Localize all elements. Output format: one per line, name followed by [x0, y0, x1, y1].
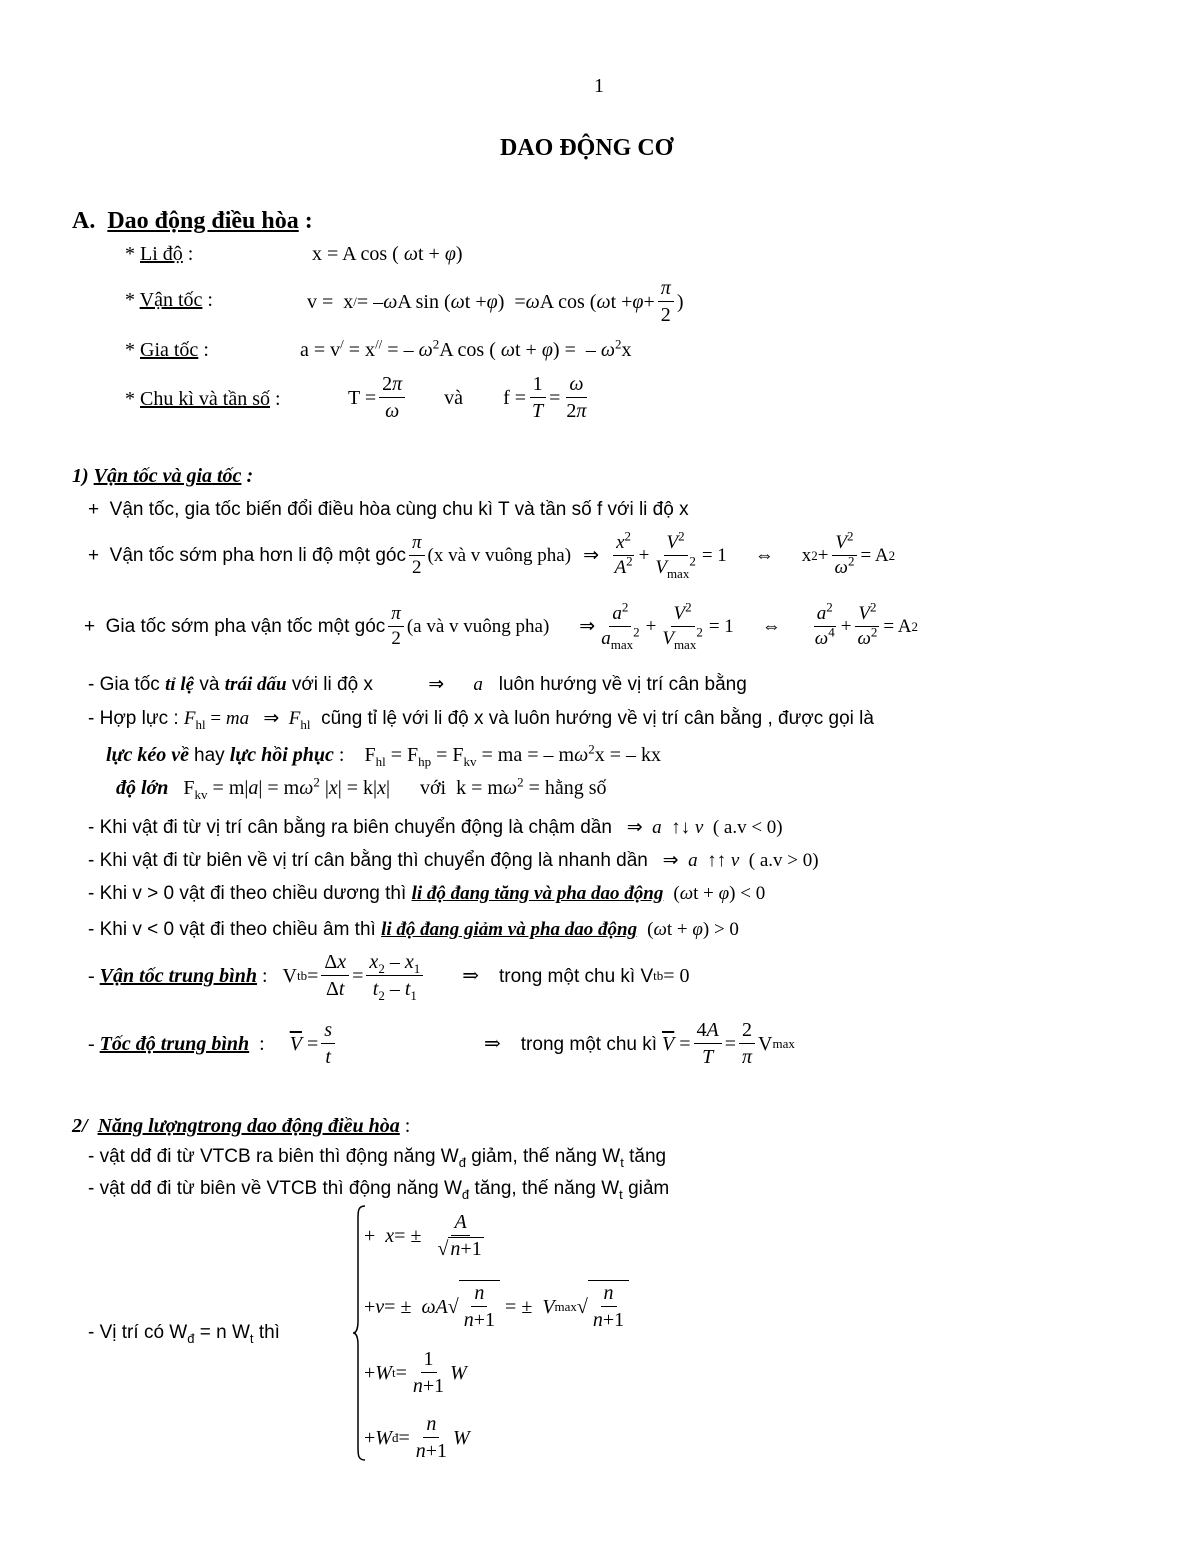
- p1-line9: - Khi vật đi từ biên về vị trí cân bằng thì chuyển động là nhanh dần ⇒ a ↑↑ v ( a.v > 0): [88, 850, 819, 871]
- van-toc-label: Vận tốc: [139, 289, 203, 311]
- p2-line1: - vật dđ đi từ VTCB ra biên thì động năng $W_đ$ giảm, thế năng $W_t$ tăng: [88, 1146, 667, 1170]
- p2-line3-a: Vị trí có W: [99, 1322, 188, 1343]
- p1-line4-f: luôn hướng về vị trí cân bằng: [498, 674, 747, 695]
- part1-title: Vận tốc và gia tốc: [93, 465, 242, 487]
- va-label: và: [444, 387, 464, 409]
- def-chu-ki: * Chu kì và tần số :: [125, 388, 281, 410]
- p1-line11-b: li độ đang giảm và pha dao động: [381, 919, 638, 940]
- p1-line5: - Hợp lực : $F_{hl}$ = ma ⇒ $F_{hl}$ cũng tỉ lệ với li độ x và luôn hướng về vị trí cân bằng , được gọi là: [88, 708, 874, 732]
- part2-heading: [72, 1116, 410, 1136]
- p1-line6-luc-hoi-phuc: lực hồi phục: [229, 744, 334, 766]
- gia-toc-label: Gia tốc: [140, 339, 199, 361]
- p1-line12-b: trong một chu kì V: [498, 965, 654, 987]
- p1-line2-text: Vận tốc sớm pha hơn li độ một góc: [109, 545, 407, 567]
- p1-line4-va: và: [199, 674, 220, 695]
- p1-line3: + Gia tốc sớm pha vận tốc một góc $\frac{\pi}{2}$ (a và v vuông pha) ⇒ $\frac{a^2}{a_{max}^2}$ + $\frac{V^2}{V_{max}^2}$ = 1 ⇔ $\frac{a^2}{\omega^4}$ + $\frac{V^2}{\omega^2}$ = A 2: [84, 599, 918, 652]
- p1-line5-a: Hợp lực :: [99, 708, 179, 729]
- part1-number: 1): [72, 465, 89, 487]
- p1-line4-e: với li độ x: [291, 674, 373, 695]
- p1-line8-text: Khi vật đi từ vị trí cân bằng ra biên chuyển động là chậm dần: [99, 817, 612, 838]
- p1-line13: - Tốc độ trung bình : $\overline{V}$ = $\frac{s}{t}$ ⇒ trong một chu kì $\overline{V}$ = $\frac{4A}{T}$ = $\frac{2}{\pi}$ V max: [88, 1019, 795, 1068]
- p2-line2-a: vật dđ đi từ biên về VTCB thì động năng W: [99, 1178, 462, 1199]
- def-van-toc: * Vận tốc :: [125, 289, 213, 311]
- p2-line1-c: tăng: [629, 1146, 667, 1167]
- p1-line12: - Vận tốc trung bình : V tb = $\frac{\Delta x}{\Delta t}$ = $\frac{x_2 - x_1}{t_2 - t_1}$ ⇒ trong một chu kì V tb = 0: [88, 951, 690, 1003]
- brace-item-wt: + W t = $\frac{1}{n+1}$ W: [364, 1348, 467, 1397]
- chu-ki-label: Chu kì và tần số: [140, 388, 270, 410]
- p1-line1-text: Vận tốc, gia tốc biến đổi điều hòa cùng chu kì T và tần số f với li độ x: [109, 499, 689, 520]
- p1-line7-voi: với: [419, 777, 447, 799]
- p1-line7-do-lon: độ lớn: [116, 777, 169, 799]
- p1-line6-luc-keo-ve: lực kéo về: [106, 744, 190, 766]
- page-title: DAO ĐỘNG CƠ: [500, 135, 674, 161]
- page-number: 1: [594, 75, 604, 97]
- p2-line2-b: tăng, thế năng W: [474, 1178, 620, 1199]
- part2-colon: :: [404, 1115, 411, 1137]
- part2-number: 2/: [72, 1115, 88, 1137]
- p1-line11: - Khi v < 0 vật đi theo chiều âm thì li độ đang giảm và pha dao động (ωt + φ) > 0: [88, 919, 739, 940]
- p1-line13-toc-do-tb: Tốc độ trung bình: [99, 1033, 250, 1055]
- section-a-heading: [72, 209, 313, 233]
- p1-line7: độ lớn $F_{kv} = m|a| = m\omega^2$ |x| = k|x| với $k = m\omega^2$ = hằng số: [116, 774, 607, 802]
- p1-line5-b: cũng tỉ lệ với li độ x và luôn hướng về vị trí cân bằng , được gọi là: [321, 708, 874, 729]
- p1-line4-a: Gia tốc: [99, 674, 160, 695]
- def-gia-toc: * Gia tốc :: [125, 339, 209, 361]
- p1-line7-hang-so: = hằng số: [528, 777, 607, 799]
- p1-line12-van-toc-tb: Vận tốc trung bình: [99, 965, 257, 987]
- brace-item-x: + x = ± $\frac{A}{√ n+1}$: [364, 1211, 482, 1260]
- p1-line8: - Khi vật đi từ vị trí cân bằng ra biên chuyển động là chậm dần ⇒ a ↑↓ v ( a.v < 0): [88, 817, 783, 838]
- p1-line3-text: Gia tốc sớm pha vận tốc một góc: [105, 616, 386, 638]
- p2-line3-c: thì: [258, 1322, 280, 1343]
- chu-ki-formula: T = $\frac{2\pi}{\omega}$ và f = $\frac{1}{T}$ = $\frac{\omega}{2\pi}$: [348, 373, 587, 422]
- p2-line3-b: = n W: [199, 1322, 250, 1343]
- section-a-letter: A.: [72, 208, 96, 234]
- li-do-label: Li độ: [140, 243, 183, 265]
- part1-heading: 1) Vận tốc và gia tốc :: [72, 465, 254, 487]
- section-a-colon: :: [304, 208, 313, 234]
- brace-item-wd: + W đ = $\frac{n}{n+1}$ W: [364, 1413, 470, 1462]
- p1-line1: + Vận tốc, gia tốc biến đổi điều hòa cùng chu kì T và tần số f với li độ x: [88, 499, 689, 520]
- p1-line4: - Gia tốc tỉ lệ và trái dấu với li độ x ⇒ a luôn hướng về vị trí cân bằng: [88, 674, 747, 695]
- p1-line10-b: li độ đang tăng và pha dao động: [411, 883, 664, 904]
- p1-line4-trai-dau: trái dấu: [224, 674, 287, 695]
- li-do-formula: x = A cos ( ωt + φ): [312, 243, 463, 265]
- section-a-title: Dao động điều hòa: [107, 208, 299, 234]
- p2-line3: - Vị trí có $W_đ = n$ $W_t$ thì: [88, 1322, 280, 1346]
- p1-line10-a: Khi v > 0 vật đi theo chiều dương thì: [99, 883, 407, 904]
- brace-item-v: + v = ± ωA √ $\frac{n}{n+1}$ = ± V max √ $\frac{n}{n+1}$: [364, 1280, 629, 1333]
- p1-line3-text-b: (a và v vuông pha): [406, 616, 550, 638]
- gia-toc-formula: a = v/ = x// = – $\omega^2A$ cos ( ωt + φ) = – $\omega^2x$: [300, 336, 632, 361]
- p1-line2-text-b: (x và v vuông pha): [427, 545, 572, 567]
- p1-line4-ti-le: tỉ lệ: [165, 674, 195, 695]
- p1-line11-a: Khi v < 0 vật đi theo chiều âm thì: [99, 919, 376, 940]
- p1-line13-b: trong một chu kì: [520, 1033, 658, 1055]
- p1-line6-hay: hay: [194, 745, 225, 766]
- p1-line6: lực kéo về hay lực hồi phục : $F_{hl} = F_{hp} = F_{kv}$ = ma = – $m\omega^2x$ = – kx: [106, 741, 661, 769]
- part2-title: Năng lượngtrong dao động điều hòa: [97, 1115, 400, 1137]
- p2-line2-c: giảm: [628, 1178, 670, 1199]
- p2-line1-b: giảm, thế năng W: [471, 1146, 621, 1167]
- p1-line10: - Khi v > 0 vật đi theo chiều dương thì li độ đang tăng và pha dao động (ωt + φ) < 0: [88, 883, 766, 904]
- p2-line2: - vật dđ đi từ biên về VTCB thì động năng $W_đ$ tăng, thế năng $W_t$ giảm: [88, 1178, 670, 1202]
- def-li-do: * Li độ :: [125, 243, 194, 265]
- p1-line9-text: Khi vật đi từ biên về vị trí cân bằng thì chuyển động là nhanh dần: [99, 850, 648, 871]
- p1-line2: + Vận tốc sớm pha hơn li độ một góc $\frac{\pi}{2}$ (x và v vuông pha) ⇒ $\frac{x^2}{A^2}$ + $\frac{V^2}{V_{max}^2}$ = 1 ⇔ x 2 + $\frac{V^2}{\omega^2}$ = A 2: [88, 528, 896, 581]
- p2-line1-a: vật dđ đi từ VTCB ra biên thì động năng W: [99, 1146, 459, 1167]
- van-toc-formula: v = x / = – ω A sin ( ω t + φ ) = ω A cos ( ω t + φ + $\frac{\pi}{2}$ ): [307, 277, 684, 326]
